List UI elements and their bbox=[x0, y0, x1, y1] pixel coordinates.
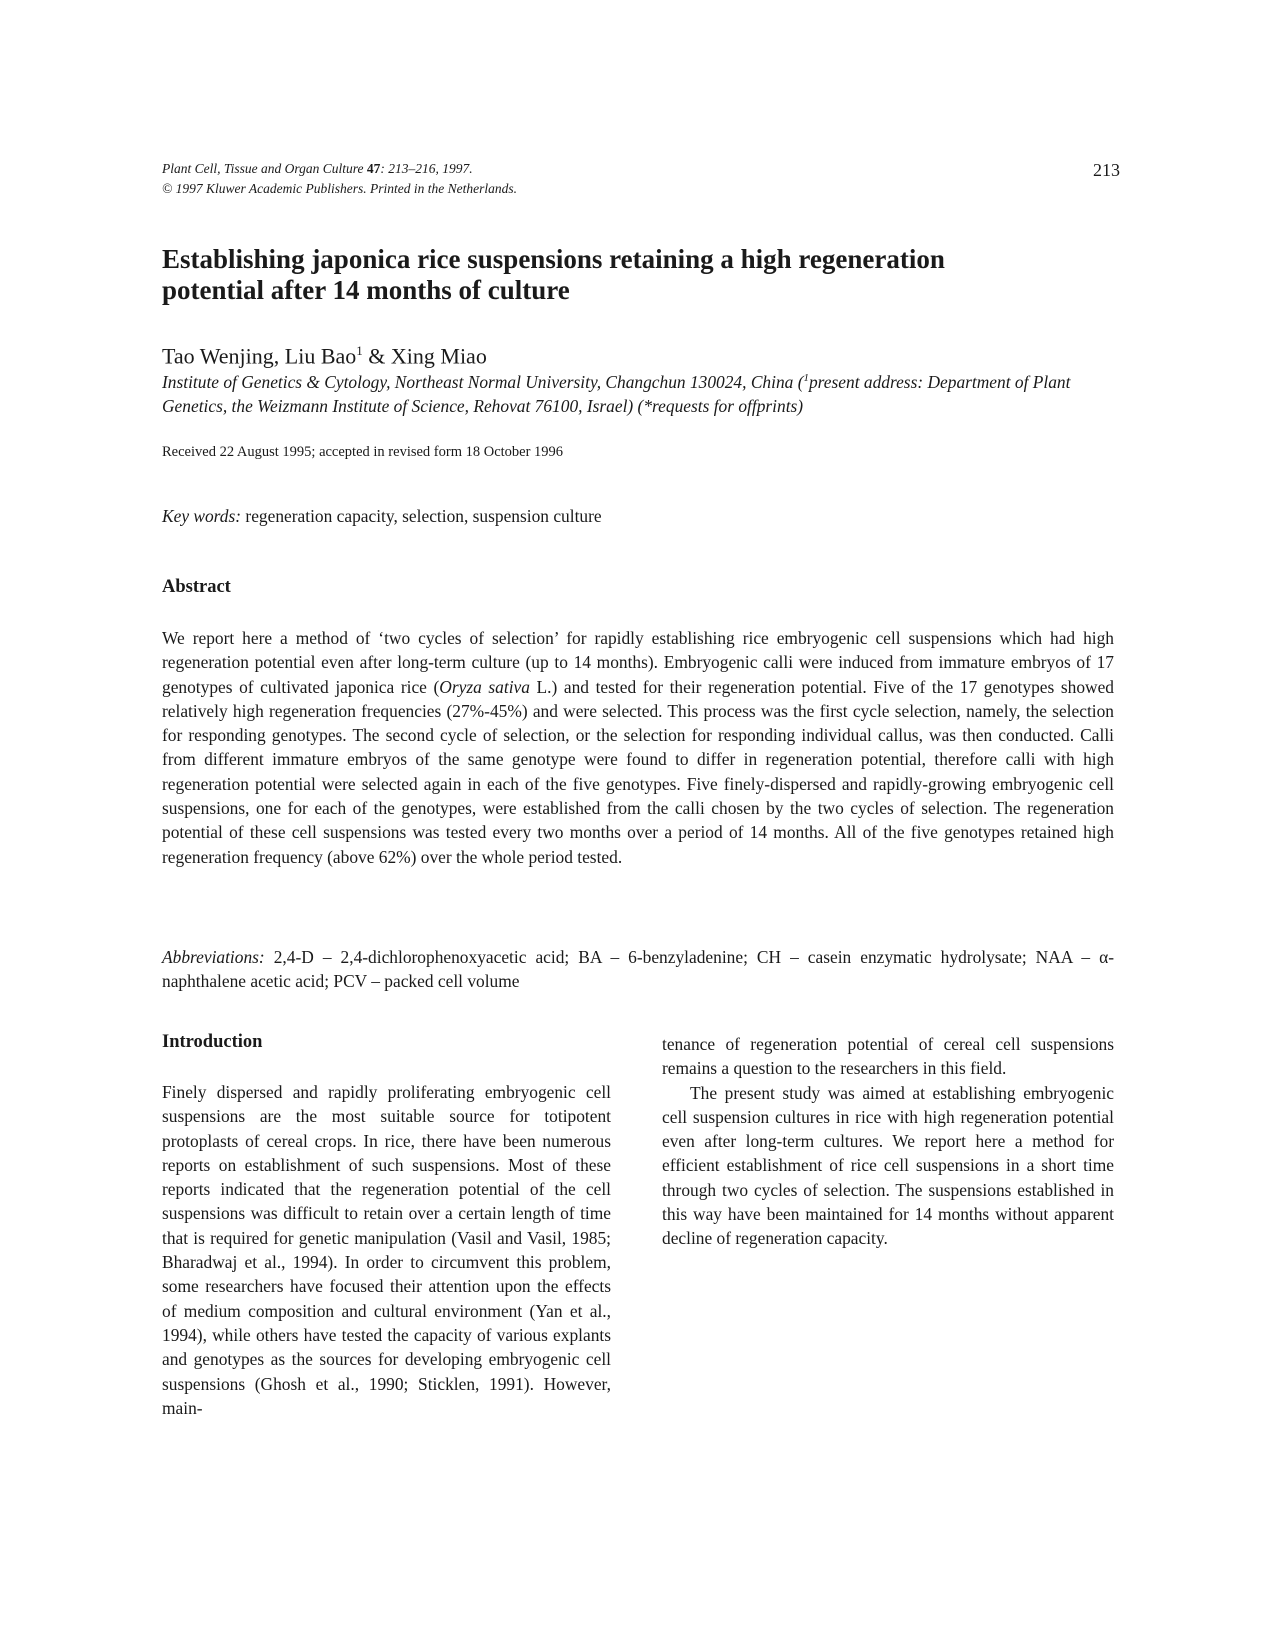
copyright-line: © 1997 Kluwer Academic Publishers. Printed in the Netherlands. bbox=[162, 181, 517, 196]
affiliation-part-2: present address: Department of Plant Genetics, the Weizmann Institute of Science, Rehovat 76100, Israel) (*requests for offprints) bbox=[162, 371, 1071, 416]
author-list bbox=[162, 338, 1112, 369]
keywords bbox=[162, 504, 1112, 528]
introduction-heading: Introduction bbox=[162, 1032, 263, 1052]
journal-pages-year: : 213–216, 1997. bbox=[380, 161, 473, 176]
introduction-paragraph-2: The present study was aimed at establishing embryogenic cell suspension cultures in rice with high regeneration potential even after long-term cultures. We report here a method for efficient establishment of rice cell suspensions in a short time through two cycles of selection. The suspensions established in this way have been maintained for 14 months without apparent decline of regeneration capacity. bbox=[662, 1082, 1114, 1249]
authors-part-2: & Xing Miao bbox=[362, 343, 487, 369]
abstract-text-a: We report here a method of ‘two cycles of selection’ for rapidly establishing rice embryogenic cell suspensions which had high regeneration potential even after long-term culture (up to 14 months). Embryogenic calli were induced from immature embryos of 17 genotypes of cultivated japonica rice ( bbox=[162, 628, 1114, 697]
affiliation-footnote-mark: 1 bbox=[803, 372, 809, 384]
abstract-text bbox=[162, 626, 1114, 869]
journal-name: Plant Cell, Tissue and Organ Culture bbox=[162, 161, 364, 176]
introduction-paragraph-1-continued: tenance of regeneration potential of cereal cell suspensions remains a question to the researchers in this field. bbox=[662, 1034, 1114, 1079]
abstract-text-b: L.) and tested for their regeneration potential. Five of the 17 genotypes showed relatively high regeneration frequencies (27%-45%) and were selected. This process was the first cycle selection, namely, the selection for responding genotypes. The second cycle of selection, or the selection for responding individual callus, was then conducted. Calli from different immature embryos of the same genotype were found to differ in regeneration potential, therefore calli with high regeneration potential were selected again in each of the five genotypes. Five finely-dispersed and rapidly-growing embryogenic cell suspensions, one for each of the genotypes, were established from the calli chosen by the two cycles of selection. The regeneration potential of these cell suspensions was tested every two months over a period of 14 months. All of the five genotypes retained high regeneration frequency (above 62%) over the whole period tested. bbox=[162, 676, 1114, 867]
abbreviations-label: Abbreviations: bbox=[162, 947, 265, 967]
page-number: 213 bbox=[1093, 160, 1120, 180]
abbreviations bbox=[162, 945, 1114, 994]
received-dates: Received 22 August 1995; accepted in revised form 18 October 1996 bbox=[162, 444, 564, 460]
introduction-paragraph-1: Finely dispersed and rapidly proliferating embryogenic cell suspensions are the most suitable source for totipotent protoplasts of cereal crops. In rice, there have been numerous reports on establishment of such suspensions. Most of these reports indicated that the regeneration potential of the cell suspensions was difficult to retain over a certain length of time that is required for genetic manipulation (Vasil and Vasil, 1985; Bharadwaj et al., 1994). In order to circumvent this problem, some researchers have focused their attention upon the effects of medium composition and cultural environment (Yan et al., 1994), while others have tested the capacity of various explants and genotypes as the sources for developing embryogenic cell suspensions (Ghosh et al., 1990; Sticklen, 1991). However, main- bbox=[162, 1082, 611, 1418]
species-name: Oryza sativa bbox=[439, 676, 530, 697]
abstract-heading: Abstract bbox=[162, 577, 231, 597]
running-head bbox=[162, 159, 1112, 199]
title-line-2: potential after 14 months of culture bbox=[162, 275, 570, 305]
introduction-left-column bbox=[162, 1080, 611, 1420]
journal-citation bbox=[162, 159, 1112, 179]
author-footnote-mark: 1 bbox=[356, 343, 363, 358]
journal-volume: 47 bbox=[366, 161, 381, 176]
abbreviations-text: 2,4-D – 2,4-dichlorophenoxyacetic acid; BA – 6-benzyladenine; CH – casein enzymatic hydrolysate; NAA – α-naphthalene acetic acid; PCV – packed cell volume bbox=[162, 947, 1114, 992]
affiliation bbox=[162, 366, 1122, 418]
keywords-value: regeneration capacity, selection, suspension culture bbox=[241, 506, 602, 526]
introduction-right-column bbox=[662, 1032, 1114, 1251]
authors-part-1: Tao Wenjing, Liu Bao bbox=[162, 343, 357, 369]
keywords-label: Key words: bbox=[162, 506, 242, 526]
title-line-1: Establishing japonica rice suspensions retaining a high regeneration bbox=[162, 244, 945, 274]
article-title bbox=[162, 244, 1112, 306]
affiliation-part-1: Institute of Genetics & Cytology, Northeast Normal University, Changchun 130024, China ( bbox=[162, 371, 804, 392]
